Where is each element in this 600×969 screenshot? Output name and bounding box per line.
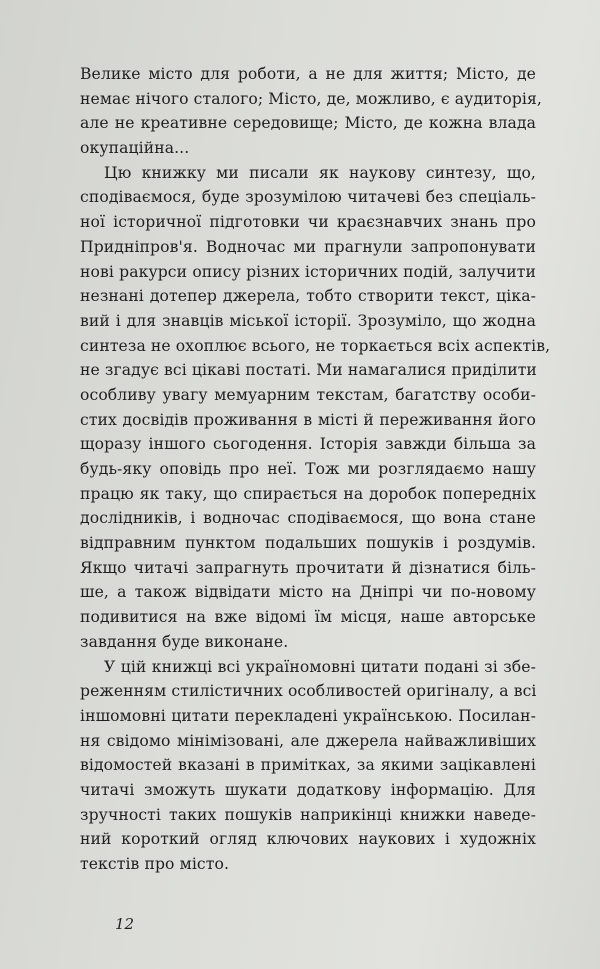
- text-line: ше, а також відвідати місто на Дніпрі чи по-новому: [80, 583, 536, 602]
- paragraph: [80, 62, 542, 161]
- text-line: особливу увагу мемуарним текстам, багатству особи-: [80, 385, 536, 404]
- text-line: вий і для знавців міської історії. Зрозуміло, що жодна: [80, 311, 536, 330]
- text-line: будь-яку оповідь про неї. Тож ми розглядаємо нашу: [80, 460, 536, 478]
- text-line: але не креативне середовище; Місто, де кожна влада: [80, 114, 536, 133]
- text-line: окупаційна...: [80, 139, 190, 158]
- page-number: 12: [115, 915, 135, 933]
- text-line: Велике місто для роботи, а не для життя; Місто, де: [80, 65, 536, 83]
- text-line: завдання буде виконане.: [80, 632, 289, 651]
- text-line: Якщо читачі запрагнуть прочитати й дізнатися біль-: [80, 558, 536, 577]
- text-line: ня свідомо мінімізовані, але джерела найважливіших: [80, 731, 536, 750]
- text-line: подивитися на вже відомі їм місця, наше авторське: [80, 608, 536, 627]
- paragraph: [80, 161, 551, 655]
- text-line: зручності таких пошуків наприкінці книжки наведе-: [80, 805, 536, 824]
- paragraph: [80, 655, 536, 877]
- text-line: реженням стилістичних особливостей оригіналу, а всі: [80, 682, 537, 701]
- text-line: синтеза не охоплює всього, не торкається всіх аспектів,: [80, 336, 551, 355]
- text-line: Придніпров'я. Водночас ми прагнули запропонувати: [80, 237, 536, 256]
- text-line: Цю книжку ми писали як наукову синтезу, що,: [104, 163, 536, 182]
- text-line: дослідників, і водночас сподіваємося, що вона стане: [80, 509, 536, 528]
- text-line: іншомовні цитати перекладені українською. Посилан-: [80, 706, 536, 725]
- text-line: працю як таку, що спирається на доробок попередніх: [80, 484, 536, 503]
- text-line: ний короткий огляд ключових наукових і художніх: [80, 830, 536, 849]
- text-line: стих досвідів проживання в місті й переживання його: [80, 410, 536, 429]
- text-line: У цій книжці всі україномовні цитати подані зі збе-: [104, 657, 536, 676]
- text-line: щоразу іншого сьогодення. Історія завжди більша за: [80, 435, 536, 454]
- text-line: нові ракурси опису різних історичних подій, залучити: [80, 262, 536, 281]
- book-page-text: [80, 62, 551, 877]
- text-line: незнані дотепер джерела, тобто створити текст, ціка-: [80, 287, 536, 306]
- text-line: сподіваємося, буде зрозумілою читачеві без спеціаль-: [80, 188, 536, 207]
- text-line: текстів про місто.: [80, 855, 230, 873]
- text-line: відправним пунктом подальших пошуків і роздумів.: [80, 534, 536, 553]
- text-line: відомостей вказані в примітках, за якими зацікавлені: [80, 756, 536, 775]
- text-line: не згадує всі цікаві постаті. Ми намагалися приділити: [80, 361, 537, 380]
- text-line: ної історичної підготовки чи краєзнавчих знань про: [80, 213, 536, 232]
- text-line: читачі зможуть шукати додаткову інформацію. Для: [80, 780, 536, 799]
- text-line: немає нічого сталого; Місто, де, можливо, є аудиторія,: [80, 89, 542, 108]
